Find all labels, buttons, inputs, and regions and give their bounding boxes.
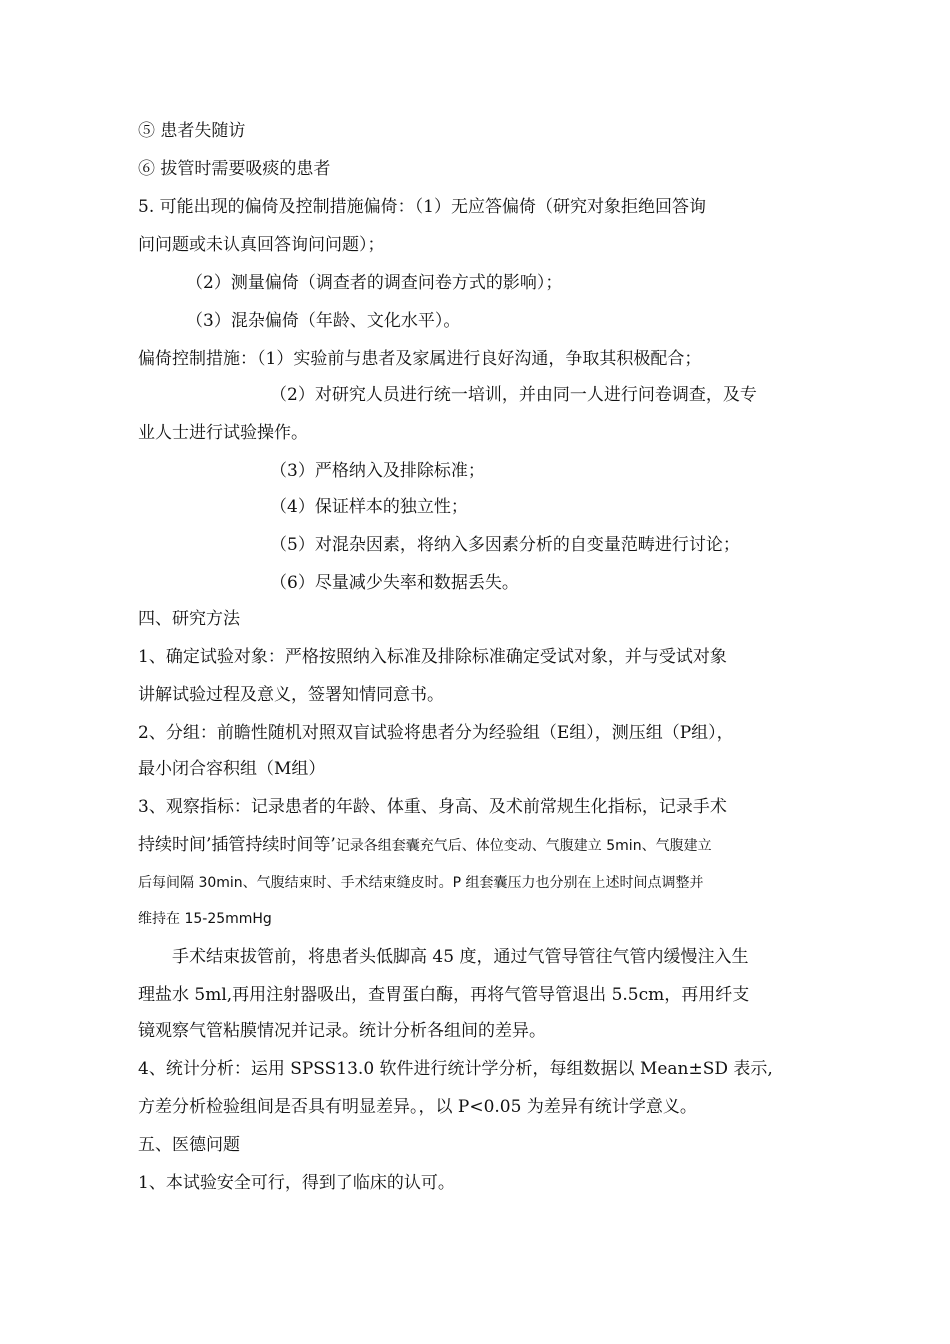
method-2-line: 2、分组：前瞻性随机对照双盲试验将患者分为经验组（E组），测压组（P组）， [138,723,734,743]
bias-control-line: 偏倚控制措施：（1）实验前与患者及家属进行良好沟通，争取其积极配合； [138,349,702,369]
extubation-line-cont-2: 镜观察气管粘膜情况并记录。统计分析各组间的差异。 [138,1021,546,1041]
method-4-line: 4、统计分析：运用 SPSS13.0 软件进行统计学分析，每组数据以 Mean±SD 表示, [138,1059,773,1079]
method-4-line-cont: 方差分析检验组间是否具有明显差异。，以 P<0.05 为差异有统计学意义。 [138,1097,697,1117]
method-3-line-cont-2: 后每间隔 30min、气腹结束时、手术结束缝皮时。P 组套囊压力也分别在上述时间点调整并 [138,875,704,891]
extubation-line-cont: 理盐水 5ml,再用注射器吸出，查胃蛋白酶，再将气管导管退出 5.5cm，再用纤支 [138,985,750,1005]
section-heading-ethics: 五、医德问题 [138,1135,240,1155]
method-3-line: 3、观察指标：记录患者的年龄、体重、身高、及术前常规生化指标，记录手术 [138,797,727,817]
ethics-item-1: 1、本试验安全可行，得到了临床的认可。 [138,1173,455,1193]
bias-control-item-4: （4）保证样本的独立性； [270,497,468,517]
method-1-line-cont: 讲解试验过程及意义，签署知情同意书。 [138,685,444,705]
bias-heading-line: 5. 可能出现的偏倚及控制措施偏倚：（1）无应答偏倚（研究对象拒绝回答询 [138,197,706,217]
bias-heading-line-cont: 问问题或未认真回答询问问题）； [138,235,385,255]
method-3-serif-part: 持续时间’插管持续时间等’ [138,835,336,855]
bias-control-item-6: （6）尽量减少失率和数据丢失。 [270,573,519,593]
list-item-5: ⑤ 患者失随访 [138,121,246,141]
method-2-line-cont: 最小闭合容积组（M组） [138,759,326,779]
bias-control-item-3: （3）严格纳入及排除标准； [270,461,485,481]
method-3-line-cont-3: 维持在 15-25mmHg [138,911,272,927]
method-3-line-cont [138,832,712,859]
list-item-6: ⑥ 拔管时需要吸痰的患者 [138,159,331,179]
section-heading-methods: 四、研究方法 [138,609,240,629]
bias-control-item-2: （2）对研究人员进行统一培训，并由同一人进行问卷调查，及专 [270,385,757,405]
bias-control-item-5: （5）对混杂因素，将纳入多因素分析的自变量范畴进行讨论； [270,535,740,555]
method-1-line: 1、确定试验对象：严格按照纳入标准及排除标准确定受试对象，并与受试对象 [138,647,727,667]
bias-item-2: （2）测量偏倚（调查者的调查问卷方式的影响）； [186,273,563,293]
method-3-sans-part: 记录各组套囊充气后、体位变动、气腹建立 5min、气腹建立 [335,838,712,854]
bias-control-item-2-cont: 业人士进行试验操作。 [138,423,308,443]
bias-item-3: （3）混杂偏倚（年龄、文化水平）。 [186,311,461,331]
extubation-line: 手术结束拔管前，将患者头低脚高 45 度，通过气管导管往气管内缓慢注入生 [172,947,749,967]
